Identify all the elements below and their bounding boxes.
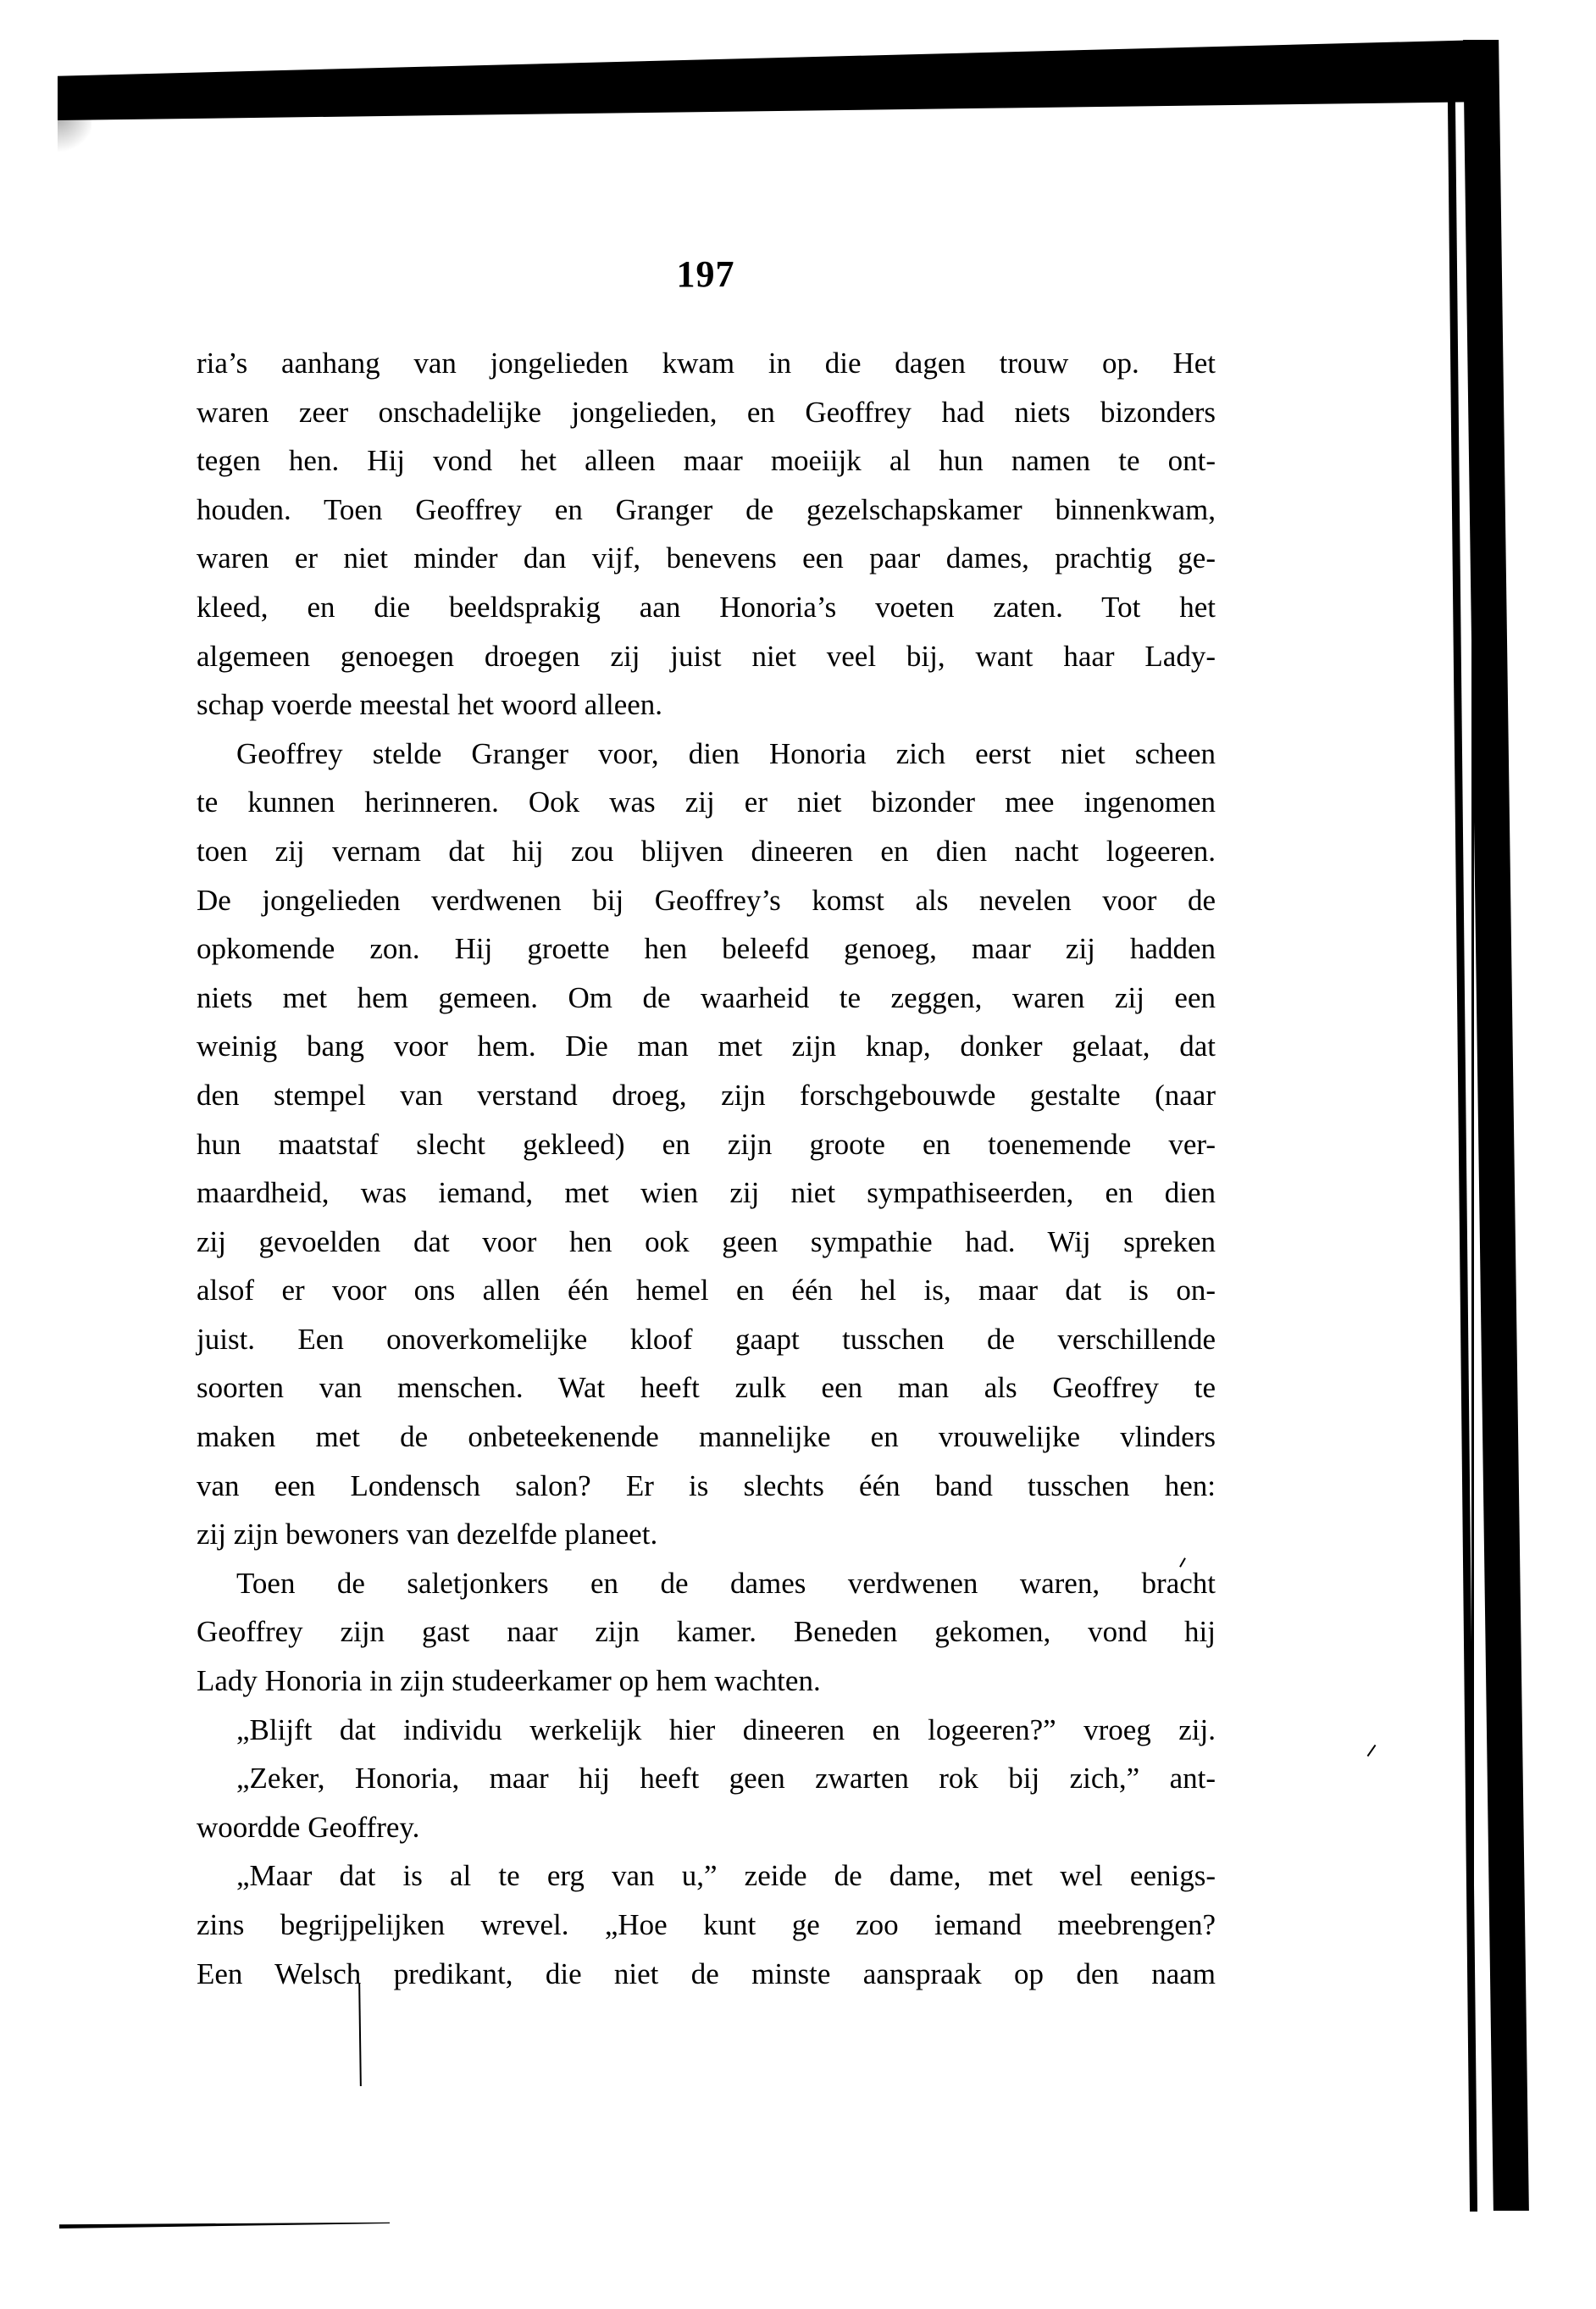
text-line: algemeen genoegen droegen zij juist niet veel bij, want haar Lady- [197, 639, 1216, 673]
text-line: maken met de onbeteekenende mannelijke en vrouwelijke vlinders [197, 1420, 1216, 1454]
stray-mark [1367, 1745, 1377, 1757]
text-line: toen zij vernam dat hij zou blijven dineeren en dien nacht logeeren. [197, 834, 1216, 868]
text-line: Toen de saletjonkers en de dames verdwenen waren, bracht [236, 1566, 1216, 1600]
text-line: waren zeer onschadelijke jongelieden, en Geoffrey had niets bizonders [197, 395, 1216, 429]
text-line: alsof er voor ons allen één hemel en één hel is, maar dat is on- [197, 1274, 1216, 1307]
text-line: te kunnen herinneren. Ook was zij er niet bizonder mee ingenomen [197, 785, 1216, 819]
scan-shadow-top-edge [58, 40, 1485, 120]
margin-mark [358, 1983, 362, 2086]
text-line: Geoffrey zijn gast naar zijn kamer. Beneden gekomen, vond hij [197, 1615, 1216, 1649]
text-line: Geoffrey stelde Granger voor, dien Honoria zich eerst niet scheen [236, 736, 1216, 770]
text-line: zij gevoelden dat voor hen ook geen sympathie had. Wij spreken [197, 1224, 1216, 1258]
text-line: Een Welsch predikant, die niet de minste aanspraak op den naam [197, 1957, 1216, 1990]
text-line: zij zijn bewoners van dezelfde planeet. [197, 1518, 658, 1551]
text-line: tegen hen. Hij vond het alleen maar moeiijk al hun namen te ont- [197, 444, 1216, 478]
page-number: 197 [676, 253, 735, 295]
scan-shadow-right-edge-line [1471, 356, 1474, 2212]
text-line: weinig bang voor hem. Die man met zijn knap, donker gelaat, dat [197, 1030, 1216, 1063]
text-line: woordde Geoffrey. [197, 1810, 420, 1844]
text-line: „Maar dat is al te erg van u,” zeide de dame, met wel eenigs- [236, 1859, 1216, 1893]
text-line: hun maatstaf slecht gekleed) en zijn groote en toenemende ver- [197, 1127, 1216, 1161]
text-line: Lady Honoria in zijn studeerkamer op hem wachten. [197, 1664, 821, 1698]
text-line: maardheid, was iemand, met wien zij niet sympathiseerden, en dien [197, 1176, 1216, 1210]
text-line: zins begrijpelijken wrevel. „Hoe kunt ge zoo iemand meebrengen? [197, 1908, 1216, 1941]
text-line: waren er niet minder dan vijf, benevens een paar dames, prachtig ge- [197, 541, 1216, 575]
text-line: houden. Toen Geoffrey en Granger de gezelschapskamer binnenkwam, [197, 492, 1216, 526]
text-line: „Zeker, Honoria, maar hij heeft geen zwarten rok bij zich,” ant- [236, 1762, 1216, 1796]
text-line: „Blijft dat individu werkelijk hier dineeren en logeeren?” vroeg zij. [236, 1712, 1216, 1746]
body-text [197, 339, 1216, 1998]
text-line: den stempel van verstand droeg, zijn forschgebouwde gestalte (naar [197, 1078, 1216, 1112]
text-line: kleed, en die beeldsprakig aan Honoria’s voeten zaten. Tot het [197, 590, 1216, 624]
text-line: De jongelieden verdwenen bij Geoffrey’s komst als nevelen voor de [197, 883, 1216, 917]
text-line: schap voerde meestal het woord alleen. [197, 688, 663, 722]
text-line: van een Londensch salon? Er is slechts één band tusschen hen: [197, 1468, 1216, 1502]
text-line: niets met hem gemeen. Om de waarheid te zeggen, waren zij een [197, 980, 1216, 1014]
scan-noise-top-left [58, 114, 91, 157]
scan-shadow-bottom-edge [59, 2222, 390, 2229]
text-line: soorten van menschen. Wat heeft zulk een man als Geoffrey te [197, 1371, 1216, 1405]
text-line: ria’s aanhang van jongelieden kwam in die dagen trouw op. Het [197, 347, 1216, 380]
text-line: juist. Een onoverkomelijke kloof gaapt tusschen de verschillende [197, 1322, 1216, 1356]
text-line: opkomende zon. Hij groette hen beleefd genoeg, maar zij hadden [197, 932, 1216, 966]
